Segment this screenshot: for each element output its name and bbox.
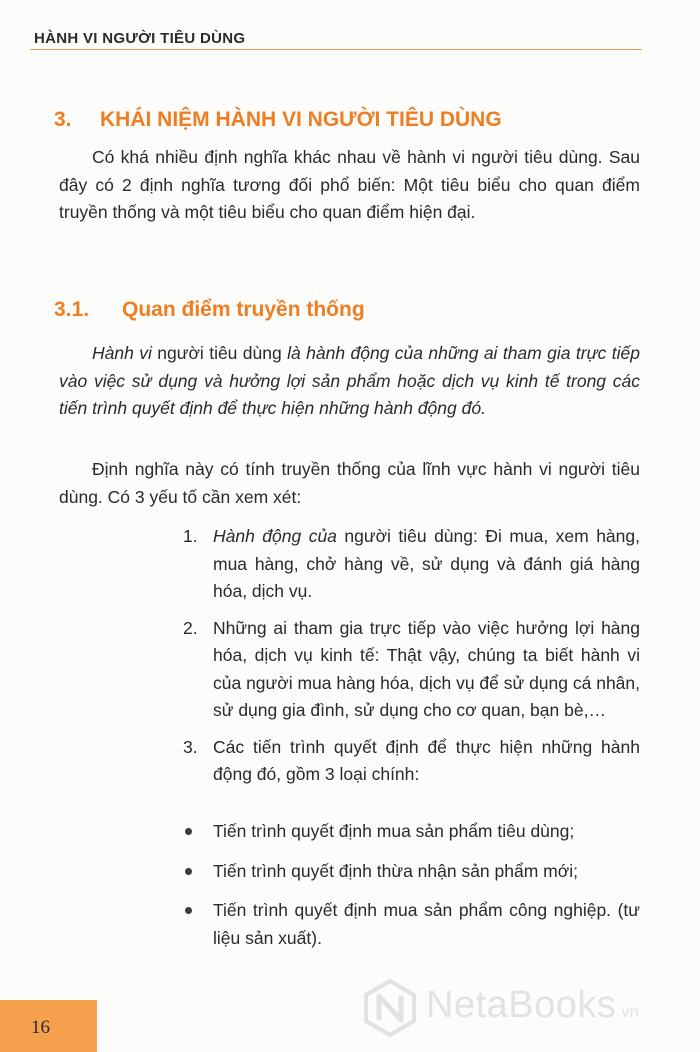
watermark-suffix: .vn [616,1004,640,1021]
bullet-item [183,897,640,952]
factors-list [183,523,640,798]
page-number-box [0,1000,97,1052]
subsection-number: 3.1. [54,298,90,321]
list-item [183,734,640,789]
definition-body: là hành động của những ai tham gia trực tiếp vào việc sử dụng và hưởng lợi sản phẩm hoặc dịch vụ kinh tế trong các tiến trình quyết định để thực hiện những hành động đó. [59,343,641,418]
list-item-italic: Hành động của [213,526,337,546]
section-heading [54,108,502,132]
bullet-item [183,818,640,846]
running-header: HÀNH VI NGƯỜI TIÊU DÙNG [34,30,246,47]
list-item-text: người tiêu dùng: Đi mua, xem hàng, mua hàng, chở hàng về, sử dụng và đánh giá hàng hóa, dịch vụ. [213,526,640,601]
bullet-text: Tiến trình quyết định thừa nhận sản phẩm mới; [213,860,578,881]
factors-intro-paragraph: Định nghĩa này có tính truyền thống của lĩnh vực hành vi người tiêu dùng. Có 3 yếu tố cần xem xét: [59,459,640,507]
list-item-number: 1. [183,526,198,546]
list-item-text: Những ai tham gia trực tiếp vào việc hưởng lợi hàng hóa, dịch vụ kinh tế: Thật vậy, chúng ta biết hành vi của người mua hàng hóa, dịch vụ để sử dụng cá nhân, sử dụng gia đình, sử dụng cho cơ quan, bạn bè,… [213,617,640,720]
header-divider [30,49,642,50]
list-item-text: Các tiến trình quyết định để thực hiện những hành động đó, gồm 3 loại chính: [213,736,640,784]
section-number: 3. [54,108,72,131]
bullet-text: Tiến trình quyết định mua sản phẩm công nghiệp. (tư liệu sản xuất). [213,900,640,948]
bullet-dot-icon [185,907,192,914]
list-item-number: 2. [183,617,198,638]
list-item [183,615,640,725]
bullet-dot-icon [185,828,192,835]
watermark [360,976,690,1038]
bullet-text: Tiến trình quyết định mua sản phẩm tiêu dùng; [213,821,575,841]
section-intro-paragraph: Có khá nhiều định nghĩa khác nhau về hành vi người tiêu dùng. Sau đây có 2 định nghĩa tương đối phổ biến: Một tiêu biểu cho quan điểm truyền thống và một tiêu biểu cho quan điểm hiện đại. [59,147,640,222]
decision-process-list [183,818,640,964]
definition-term: Hành vi [92,343,152,363]
subsection-heading [54,298,365,322]
list-item-number: 3. [183,736,198,757]
section-title: KHÁI NIỆM HÀNH VI NGƯỜI TIÊU DÙNG [100,108,502,131]
page-number: 16 [31,1017,50,1038]
bullet-dot-icon [185,868,192,875]
watermark-brand [426,984,639,1027]
bullet-item [183,858,640,886]
definition-subject: người tiêu dùng [151,343,288,363]
definition-paragraph [59,340,640,423]
netabooks-logo-icon [360,978,420,1038]
list-item [183,523,640,606]
watermark-brand-name: NetaBooks [426,984,617,1026]
subsection-title: Quan điểm truyền thống [122,298,365,321]
